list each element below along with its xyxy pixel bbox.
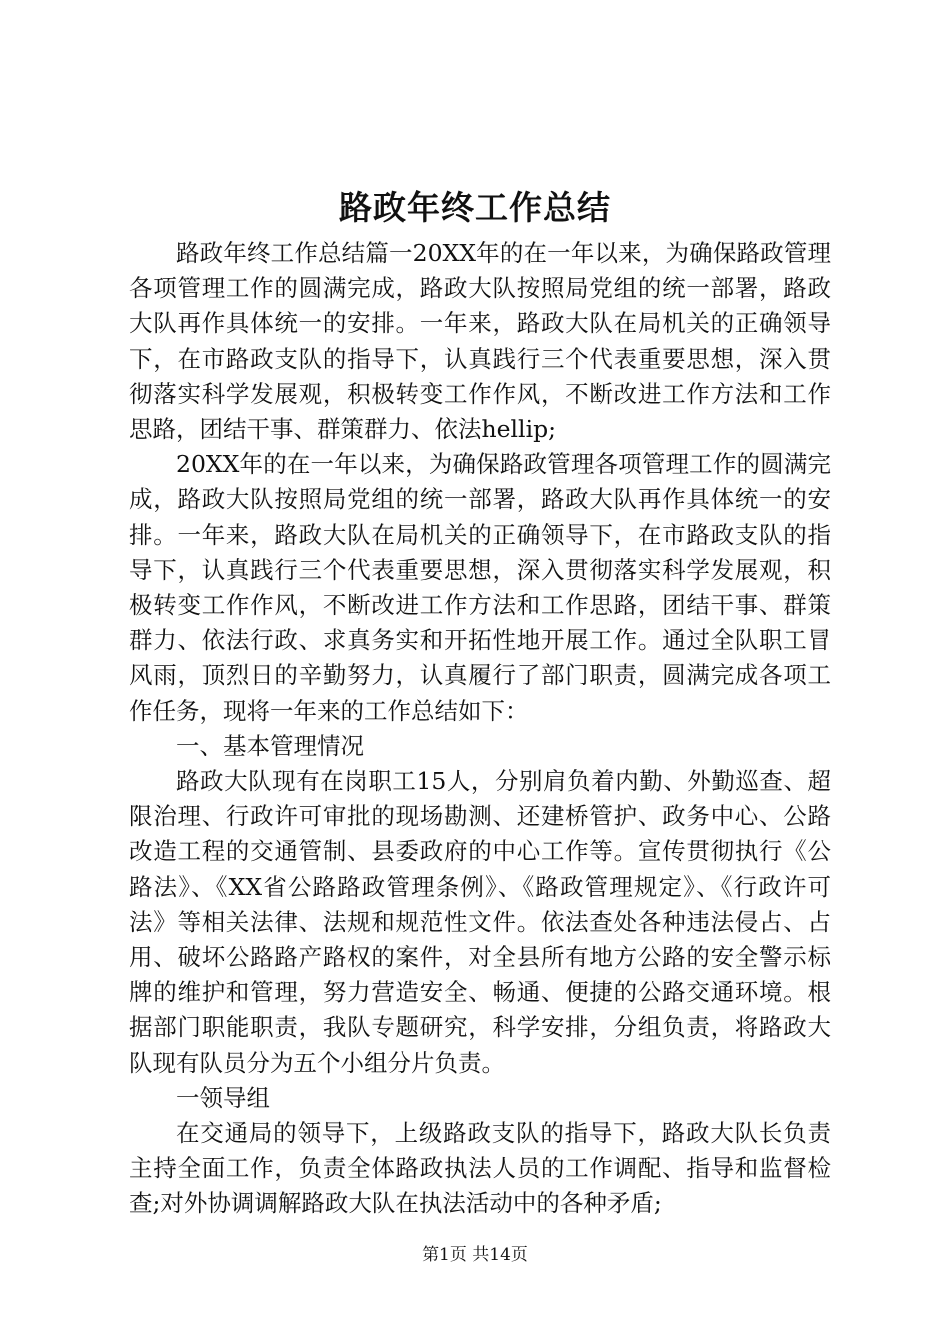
section-heading-basic-management: 一、基本管理情况 xyxy=(176,731,364,760)
subsection-heading-leadership: 一领导组 xyxy=(176,1083,270,1112)
document-body xyxy=(129,236,831,1222)
paragraph-basic-management: 路政大队现有在岗职工15人，分别肩负着内勤、外勤巡查、超限治理、行政许可审批的现场勘测、还建桥管护、政务中心、公路改造工程的交通管制、县委政府的中心工作等。宣传贯彻执行《公路法》、《XX省公路路政管理条例》、《路政管理规定》、《行政许可法》等相关法律、法规和规范性文件。依法查处各种违法侵占、占用、破坏公路路产路权的案件，对全县所有地方公路的安全警示标牌的维护和管理，努力营造安全、畅通、便捷的公路交通环境。根据部门职能职责，我队专题研究，科学安排，分组负责，将路政大队现有队员分为五个小组分片负责。 xyxy=(129,767,831,1077)
document-title: 路政年终工作总结 xyxy=(339,188,611,227)
paragraph-leadership: 在交通局的领导下，上级路政支队的指导下，路政大队长负责主持全面工作，负责全体路政执法人员的工作调配、指导和监督检查;对外协调调解路政大队在执法活动中的各种矛盾; xyxy=(129,1119,831,1218)
paragraph-overview: 20XX年的在一年以来，为确保路政管理各项管理工作的圆满完成，路政大队按照局党组的统一部署，路政大队再作具体统一的安排。一年来，路政大队在局机关的正确领导下，在市路政支队的指导下，认真践行三个代表重要思想，深入贯彻落实科学发展观，积极转变工作作风，不断改进工作方法和工作思路，团结干事、群策群力、依法行政、求真务实和开拓性地开展工作。通过全队职工冒风雨，顶烈日的辛勤努力，认真履行了部门职责，圆满完成各项工作任务，现将一年来的工作总结如下： xyxy=(129,450,831,725)
paragraph-intro: 路政年终工作总结篇一20XX年的在一年以来，为确保路政管理各项管理工作的圆满完成，路政大队按照局党组的统一部署，路政大队再作具体统一的安排。一年来，路政大队在局机关的正确领导下，在市路政支队的指导下，认真践行三个代表重要思想，深入贯彻落实科学发展观，积极转变工作作风，不断改进工作方法和工作思路，团结干事、群策群力、依法hellip; xyxy=(129,239,831,444)
page-number-footer: 第1页 共14页 xyxy=(422,1245,528,1265)
